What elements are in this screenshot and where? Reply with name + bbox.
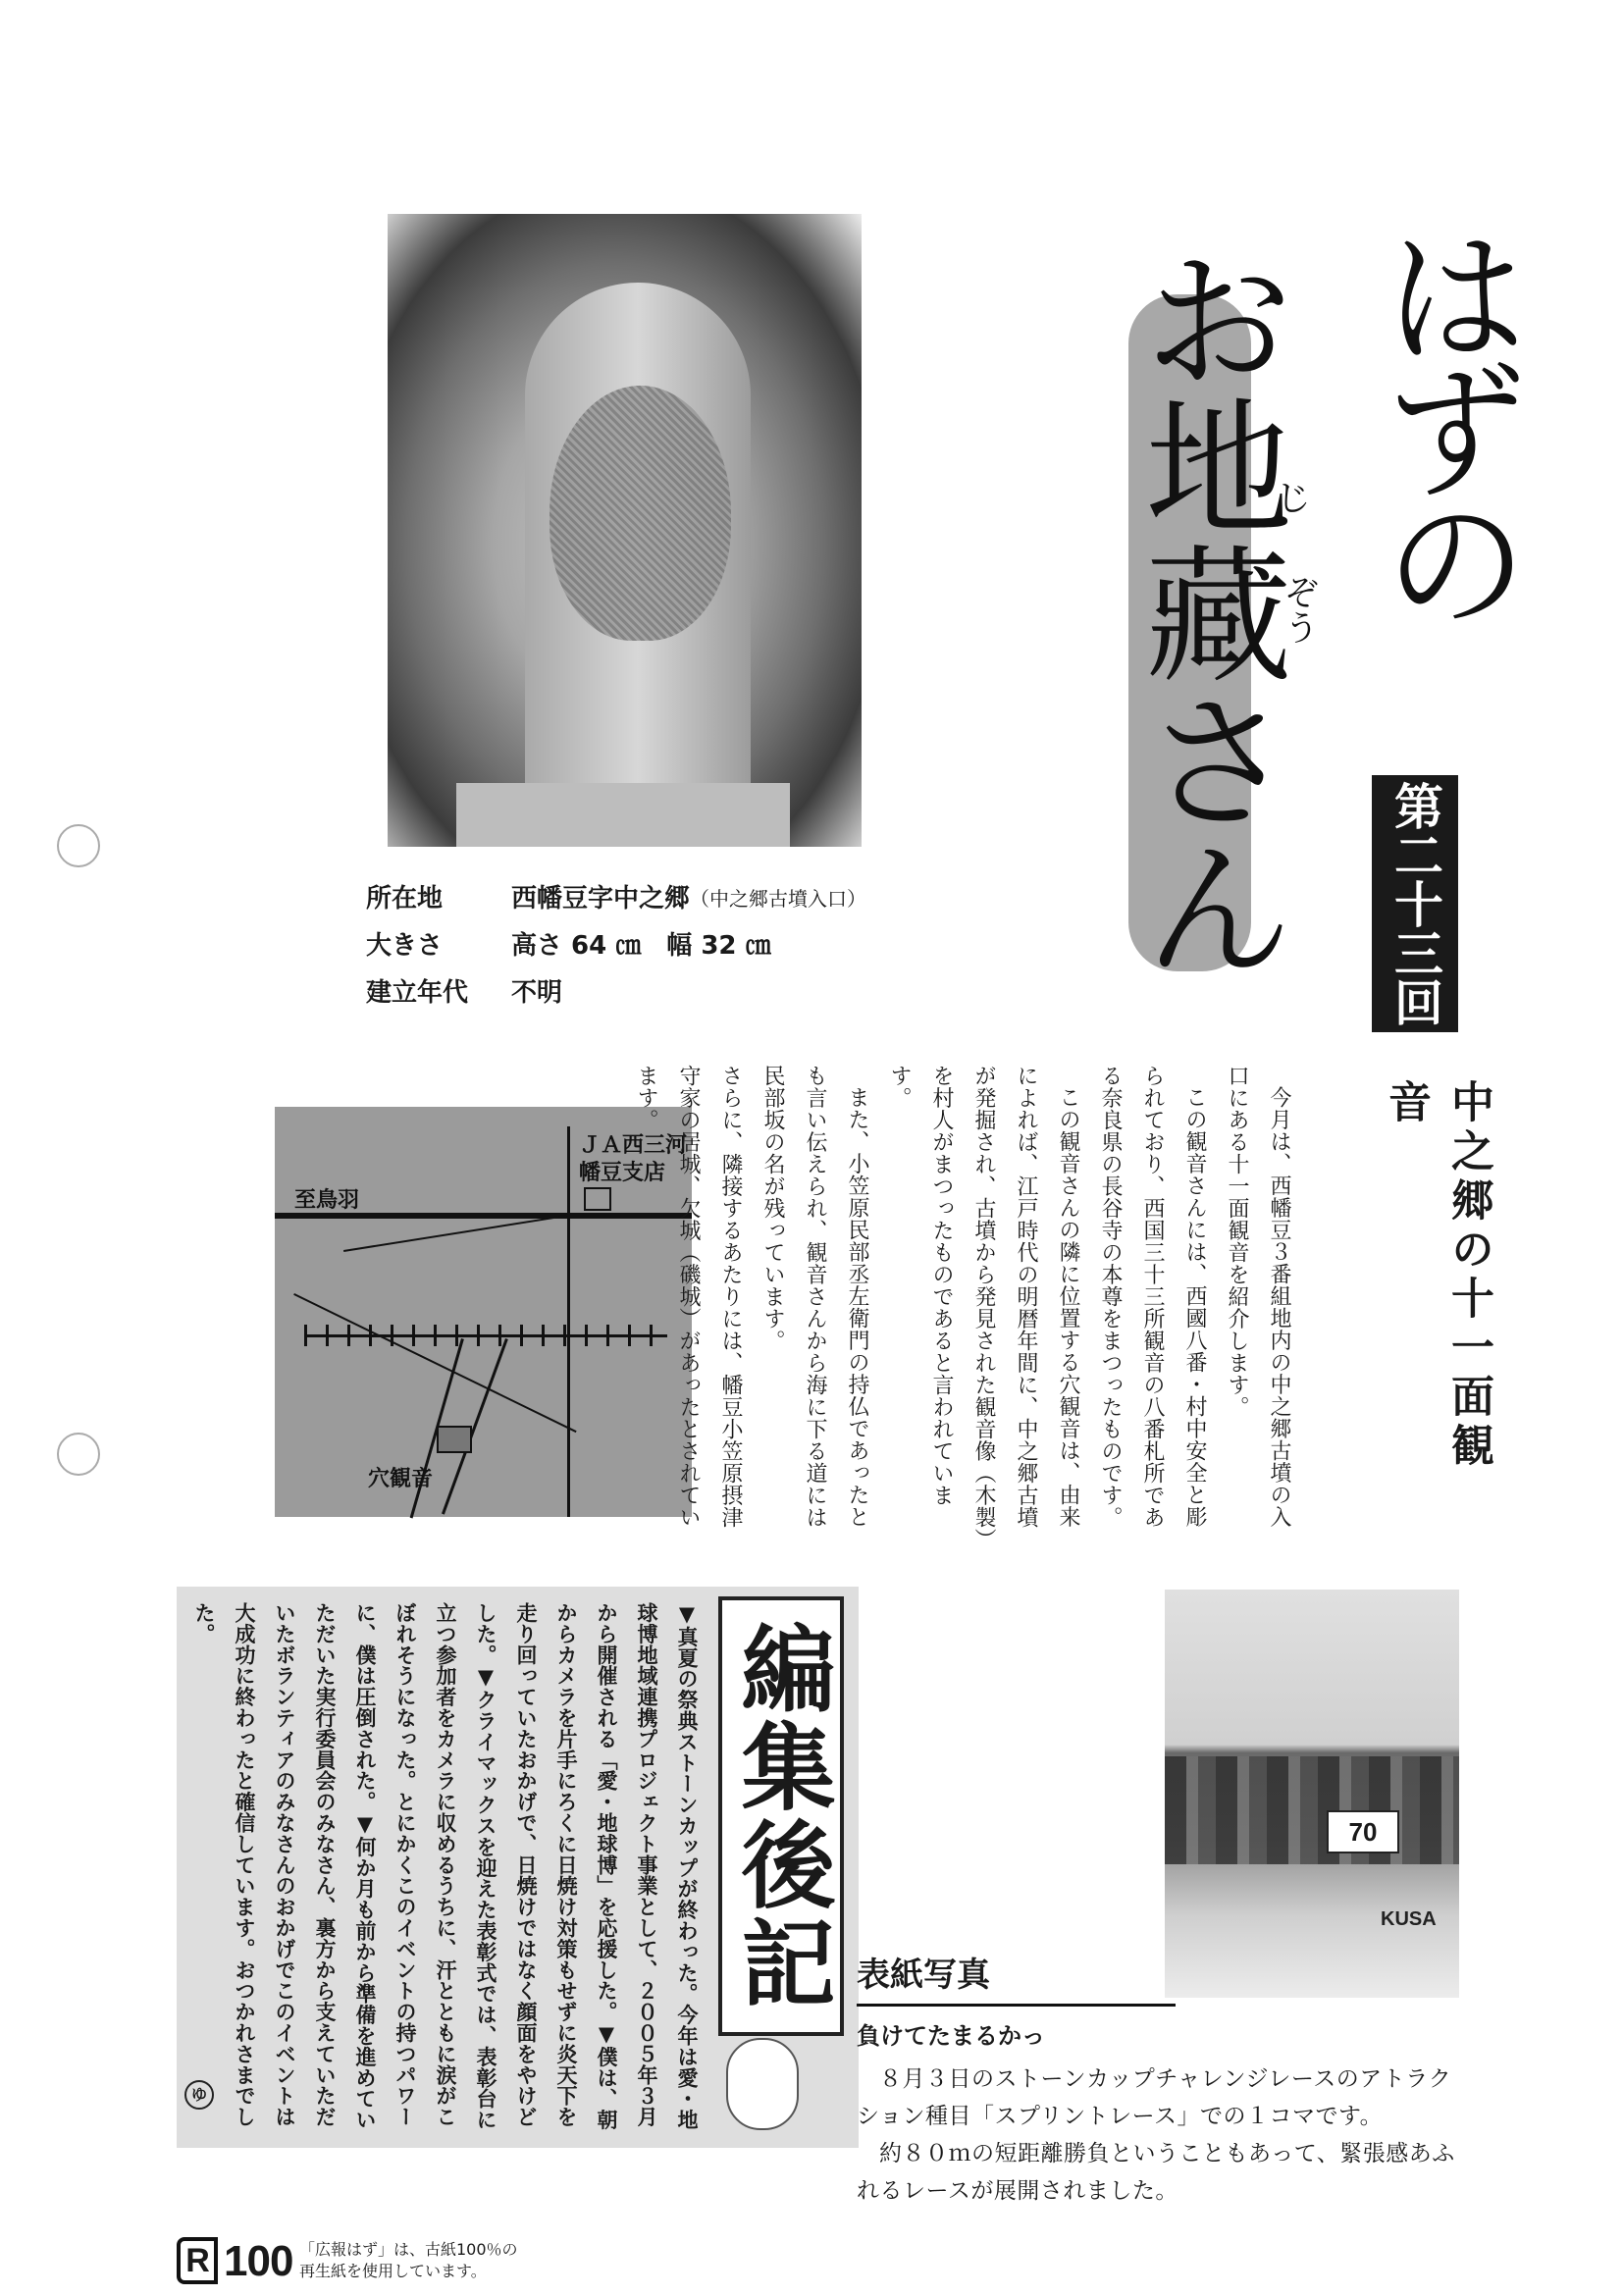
- location-note: （中之郷古墳入口）: [690, 887, 867, 911]
- map-railway-ties: [304, 1325, 667, 1346]
- editors-note-title: 編集後記: [726, 1620, 836, 2012]
- article-paragraph: さらに、隣接するあたりには、幡豆小笠原摂津守家の居城、欠城（磯城）があったとされています。: [634, 1065, 743, 1529]
- furigana-zou: ぞう: [1279, 574, 1319, 645]
- map-label-anakannon: 穴観音: [368, 1467, 434, 1491]
- map-label-ja: ＪＡ西三河: [579, 1133, 688, 1158]
- title-char-zou: 藏: [1144, 533, 1279, 704]
- cover-photo-caption: [857, 2061, 1465, 2210]
- statue-photo: [388, 214, 862, 847]
- title-char-ji: 地: [1144, 386, 1279, 556]
- furigana-ji: じ: [1276, 479, 1312, 519]
- article-body: [634, 1065, 1300, 1543]
- recycle-100-logo: [177, 2237, 292, 2286]
- editors-note-title-box: [718, 1596, 844, 2036]
- binder-hole-bottom: [57, 1433, 100, 1476]
- episode-number-badge: [1372, 775, 1458, 1032]
- boat-side-text: KUSA: [1381, 1908, 1437, 1930]
- era-label: 建立年代: [366, 978, 469, 1008]
- info-row-location: [366, 875, 866, 922]
- article-paragraph: また、小笠原民部丞左衛門の持仏であったとも言い伝えられ、観音さんから海に下る道には民部坂の名が残っています。: [760, 1065, 869, 1529]
- cover-caption-paragraph: 約８０ｍの短距離勝負ということもあって、緊張感あふれるレースが展開されました。: [857, 2141, 1455, 2204]
- article-subhead: 中之郷の十一面観音: [1381, 1079, 1493, 1472]
- statue-bib: [550, 386, 731, 641]
- boat-crew: [1165, 1756, 1459, 1864]
- title-char-o: お: [1144, 238, 1279, 409]
- title-char-n: ん: [1144, 827, 1279, 998]
- computer-mouse-icon: [726, 2038, 799, 2130]
- recycle-note-line1: 「広報はず」は、古紙100％の: [299, 2240, 518, 2259]
- size-label: 大きさ: [366, 931, 444, 961]
- map-road-vertical: [567, 1126, 570, 1517]
- map-ja-building: [584, 1187, 611, 1211]
- recycle-r-icon: R: [177, 2237, 218, 2284]
- cover-photo-subtitle: 負けてたまるかっ: [857, 2022, 1045, 2050]
- article-paragraph: この観音さんの隣に位置する穴観音は、由来によれば、江戸時代の明暦年間に、中之郷古墳が発掘され、古墳から発見された観音像（木製）を村人がまつったものであると言われています。: [887, 1065, 1080, 1539]
- recycle-note-line2: 再生紙を使用しています。: [299, 2262, 487, 2280]
- boat-number-plate: 70: [1327, 1810, 1399, 1853]
- map-road-diagonal-1: [343, 1215, 568, 1252]
- statue-pedestal: [456, 783, 790, 847]
- statue-info: [366, 875, 866, 1017]
- recycle-100-text: 100: [224, 2237, 293, 2285]
- info-row-size: [366, 922, 866, 969]
- recycle-note: [299, 2239, 518, 2282]
- article-paragraph: 今月は、西幡豆３番組地内の中之郷古墳の入口にある十一面観音を紹介します。: [1225, 1065, 1291, 1528]
- episode-number: 第二十三回: [1387, 781, 1444, 1026]
- editors-note: [177, 1587, 859, 2148]
- map-anakannon-building: [437, 1426, 472, 1453]
- binder-hole-top: [57, 824, 100, 867]
- map-label-toba: 至鳥羽: [294, 1188, 360, 1213]
- title-char-sa: さ: [1144, 680, 1279, 851]
- location-label: 所在地: [366, 884, 444, 913]
- size-value: 高さ 64 ㎝ 幅 32 ㎝: [511, 931, 771, 961]
- editors-note-body: ▼真夏の祭典ストーンカップが終わった。今年は愛・地球博地域連携プロジェクト事業として、２００５年３月から開催される「愛・地球博」を応援した。▼僕は、朝からカメラを片手にろくに日焼け対策もせずに炎天下を走り回っていたおかげで、日焼けではなく顔面をやけどした。▼クライマックスを迎えた表彰式では、表彰台に立つ参加者をカメラに収めるうちに、汗とともに涙がこぼれそうになった。とにかくこのイベントの持つパワーに、僕は圧倒された。▼何か月も前から準備を進めていただいた実行委員会のみなさん、裏方から支えていただいたボランティアのみなさんのおかげでこのイベントは大成功に終わったと確信しています。おつかれさまでした。: [192, 1602, 699, 2130]
- title-hazuno: はずの: [1357, 221, 1528, 621]
- info-row-era: [366, 969, 866, 1017]
- title-ojizousan: [1128, 238, 1295, 998]
- cover-caption-paragraph: ８月３日のストーンカップチャレンジレースのアトラクション種目「スプリントレース」での１コマです。: [857, 2066, 1452, 2129]
- author-initial-badge: ゆ: [184, 2080, 214, 2110]
- map-road-diagonal-2: [293, 1293, 576, 1433]
- article-paragraph: この観音さんには、西國八番・村中安全と彫られており、西国三十三所観音の八番札所である奈良県の長谷寺の本尊をまつったものです。: [1098, 1065, 1207, 1529]
- cover-photo-heading: 表紙写真: [857, 1948, 1176, 2007]
- era-value: 不明: [511, 978, 563, 1008]
- map-label-ja-branch: 幡豆支店: [579, 1161, 666, 1185]
- cover-race-photo: [1165, 1590, 1459, 1998]
- location-value: 西幡豆字中之郷: [511, 884, 691, 913]
